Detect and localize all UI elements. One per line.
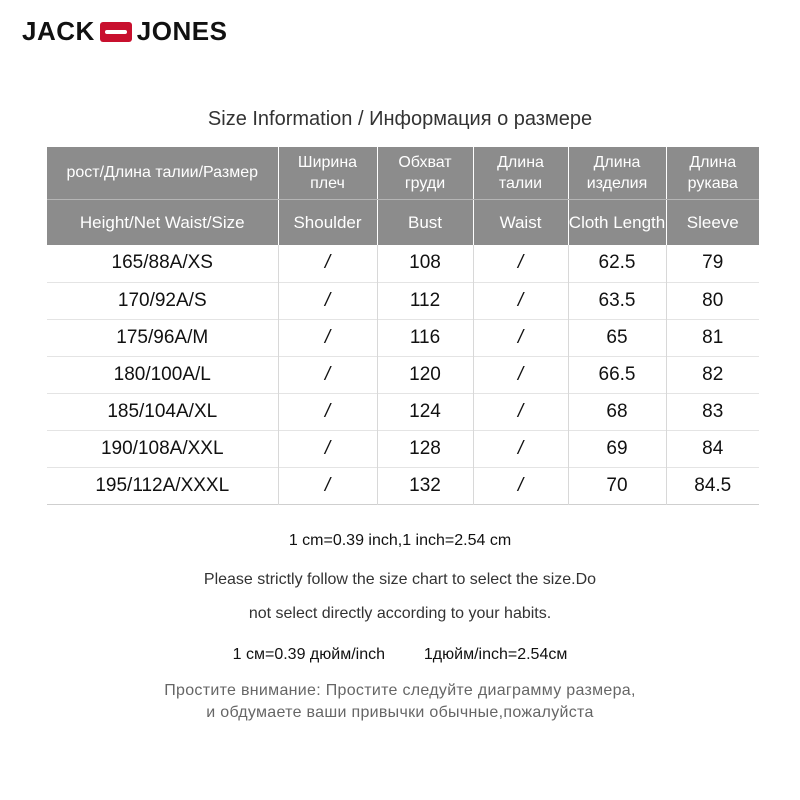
cell-shoulder: / bbox=[278, 319, 377, 356]
cell-size: 195/112A/XXXL bbox=[47, 467, 278, 504]
cell-shoulder: / bbox=[278, 245, 377, 282]
cell-waist: / bbox=[473, 319, 568, 356]
cell-bust: 128 bbox=[377, 430, 473, 467]
cell-length: 69 bbox=[568, 430, 666, 467]
cell-sleeve: 84 bbox=[702, 437, 724, 459]
header-ru-length: Длина изделия bbox=[568, 147, 666, 199]
cell-waist: / bbox=[473, 430, 568, 467]
cell-sleeve: 82 bbox=[702, 363, 724, 385]
header-ru-waist: Длина талии bbox=[473, 147, 568, 199]
cell-bust: 132 bbox=[377, 467, 473, 504]
cell-size: 180/100A/L bbox=[47, 356, 278, 393]
cell-bust: 112 bbox=[377, 282, 473, 319]
cell-waist: / bbox=[473, 356, 568, 393]
table-row bbox=[47, 245, 759, 282]
conversion-note: 1 cm=0.39 inch,1 inch=2.54 cm bbox=[288, 532, 512, 549]
table-header-ru bbox=[47, 147, 759, 199]
cell-bust: 120 bbox=[377, 356, 473, 393]
cell-size: 175/96A/M bbox=[47, 319, 278, 356]
table-row bbox=[47, 430, 759, 467]
advice-en-line-2: not select directly according to your habits. bbox=[248, 605, 552, 622]
cell-waist: / bbox=[473, 282, 568, 319]
brand-flag-icon bbox=[100, 22, 132, 42]
cell-length: 66.5 bbox=[568, 356, 666, 393]
header-en-bust: Bust bbox=[377, 199, 473, 245]
cell-shoulder: / bbox=[278, 467, 377, 504]
cell-sleeve: 79 bbox=[702, 252, 724, 274]
cell-waist: / bbox=[473, 393, 568, 430]
cell-sleeve: 80 bbox=[702, 289, 724, 311]
size-table bbox=[47, 147, 759, 505]
cell-shoulder: / bbox=[278, 282, 377, 319]
cell-sleeve: 81 bbox=[702, 326, 724, 348]
cell-bust: 124 bbox=[377, 393, 473, 430]
header-en-size: Height/Net Waist/Size bbox=[47, 199, 278, 245]
brand-name-right: JONES bbox=[136, 16, 228, 46]
cell-size: 190/108A/XXL bbox=[47, 430, 278, 467]
cell-size: 165/88A/XS bbox=[47, 245, 278, 282]
page-title: Size Information / Информация о размере bbox=[207, 108, 593, 130]
cell-bust: 108 bbox=[377, 245, 473, 282]
table-row bbox=[47, 282, 759, 319]
cell-length: 70 bbox=[568, 467, 666, 504]
header-ru-sleeve: Длина рукава bbox=[666, 147, 759, 199]
table-row bbox=[47, 467, 759, 504]
conversion-ru-inch: 1дюйм/inch=2.54см bbox=[423, 646, 568, 663]
table-row bbox=[47, 393, 759, 430]
advice-ru-line-1: Простите внимание: Простите следуйте диаграмму размера, bbox=[164, 682, 636, 699]
cell-shoulder: / bbox=[278, 430, 377, 467]
header-en-sleeve: Sleeve bbox=[666, 199, 759, 245]
header-en-shoulder: Shoulder bbox=[278, 199, 377, 245]
cell-waist: / bbox=[473, 245, 568, 282]
table-row bbox=[47, 356, 759, 393]
cell-size: 185/104A/XL bbox=[47, 393, 278, 430]
table-header-en bbox=[47, 199, 759, 245]
header-ru-size: рост/Длина талии/Размер bbox=[47, 147, 278, 199]
cell-shoulder: / bbox=[278, 356, 377, 393]
advice-ru-line-2: и обдумаете ваши привычки обычные,пожалуйста bbox=[206, 704, 594, 721]
conversion-ru-note bbox=[0, 646, 800, 664]
cell-waist: / bbox=[473, 467, 568, 504]
cell-shoulder: / bbox=[278, 393, 377, 430]
header-ru-bust: Обхват груди bbox=[377, 147, 473, 199]
advice-en-line-1: Please strictly follow the size chart to select the size.Do bbox=[203, 571, 597, 588]
cell-length: 63.5 bbox=[568, 282, 666, 319]
brand-logo bbox=[22, 14, 227, 48]
cell-sleeve: 83 bbox=[702, 400, 724, 422]
cell-sleeve: 84.5 bbox=[694, 474, 732, 496]
conversion-ru-cm: 1 см=0.39 дюйм/inch bbox=[232, 646, 385, 663]
cell-length: 62.5 bbox=[568, 245, 666, 282]
cell-bust: 116 bbox=[377, 319, 473, 356]
cell-length: 68 bbox=[568, 393, 666, 430]
header-ru-shoulder: Ширина плеч bbox=[278, 147, 377, 199]
cell-size: 170/92A/S bbox=[47, 282, 278, 319]
cell-length: 65 bbox=[568, 319, 666, 356]
header-en-waist: Waist bbox=[473, 199, 568, 245]
brand-name-left: JACK bbox=[22, 16, 95, 46]
table-row bbox=[47, 319, 759, 356]
header-en-length: Cloth Length bbox=[568, 199, 666, 245]
